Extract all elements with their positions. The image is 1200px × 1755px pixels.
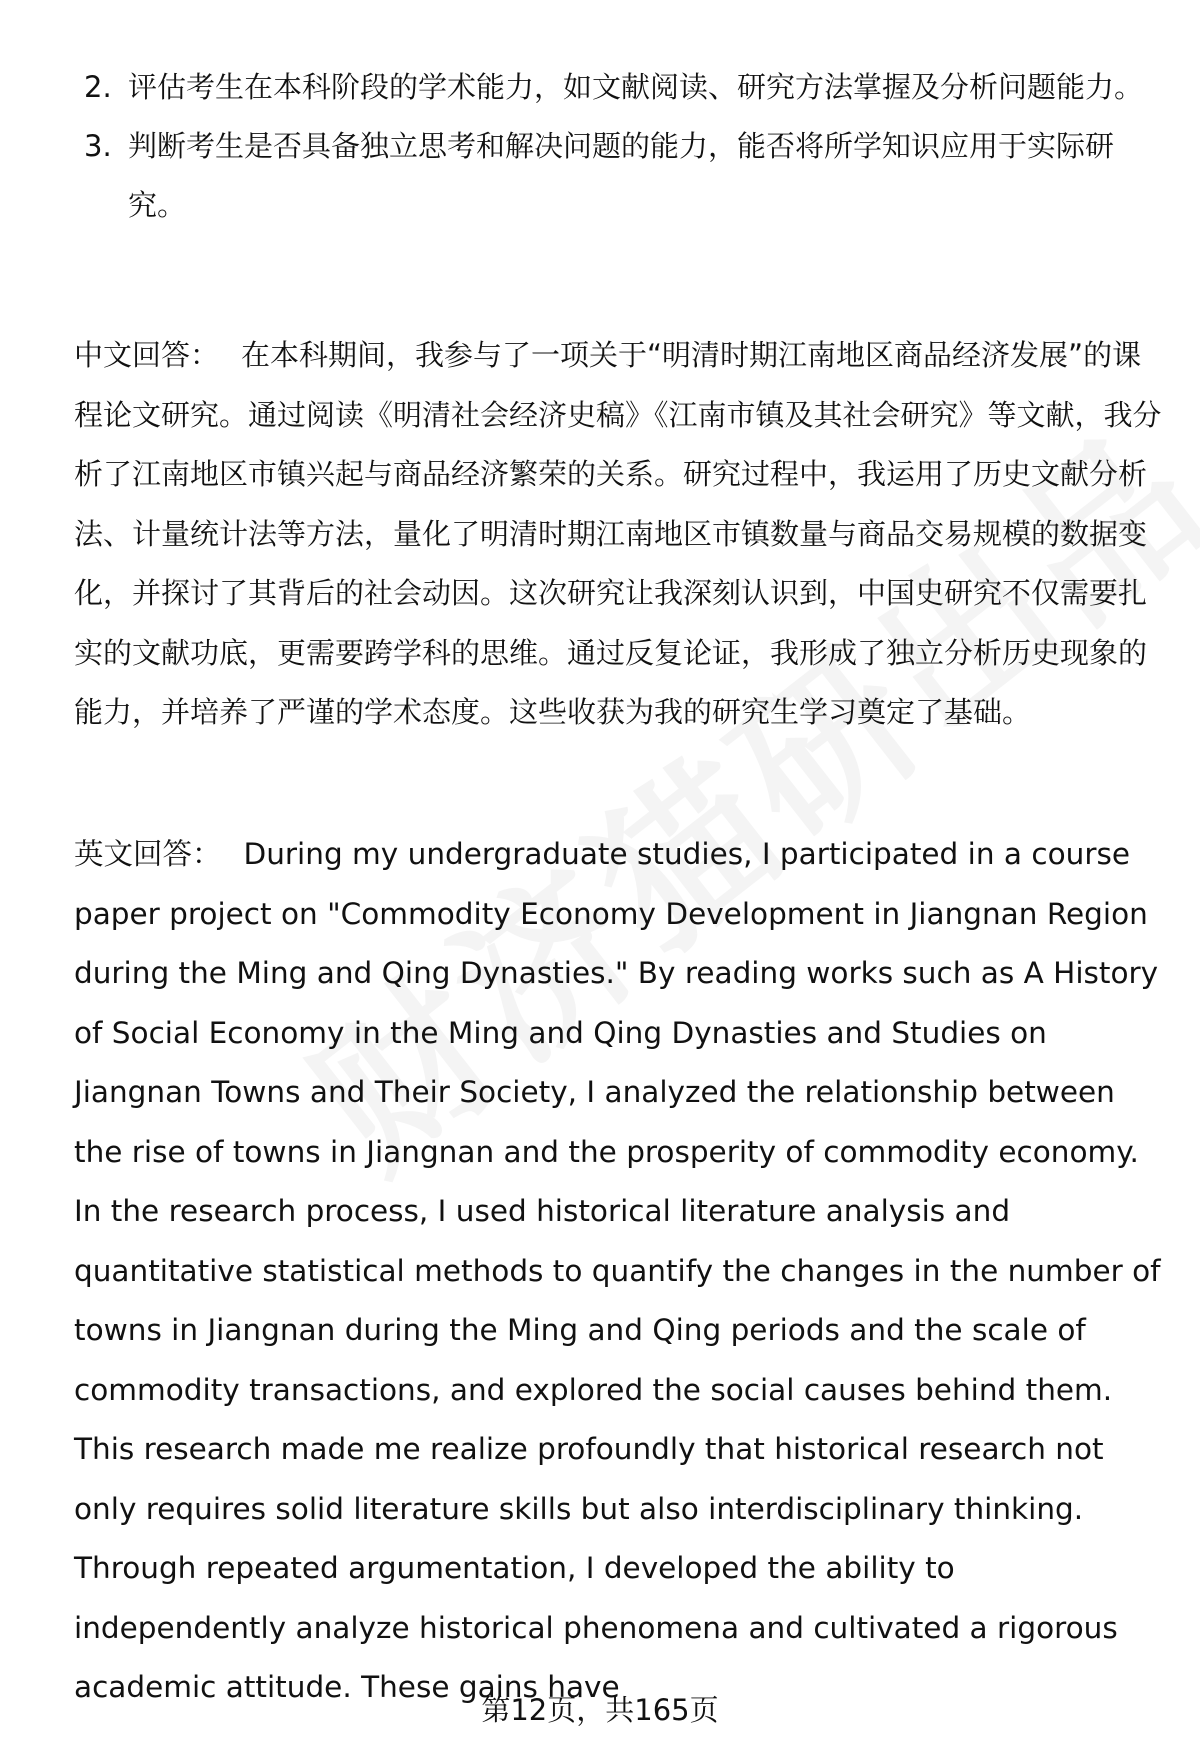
chinese-answer-label: 中文回答： xyxy=(74,338,220,372)
chinese-answer-paragraph xyxy=(74,326,1164,743)
list-item-number: 3. xyxy=(84,129,112,163)
list-item-number: 2. xyxy=(84,70,112,104)
list-item xyxy=(74,58,1154,117)
english-answer-text: During my undergraduate studies, I participated in a course paper project on "Commodity Economy Development in Jiangnan Region during the Ming and Qing Dynasties." By reading works such as A History of Social Economy in the Ming and Qing Dynasties and Studies on Jiangnan Towns and Their Society, I analyzed the relationship between the rise of towns in Jiangnan and the prosperity of commodity economy. In the research process, I used historical literature analysis and quantitative statistical methods to quantify the changes in the number of towns in Jiangnan during the Ming and Qing periods and the scale of commodity transactions, and explored the social causes behind them. This research made me realize profoundly that historical research not only requires solid literature skills but also interdisciplinary thinking. Through repeated argumentation, I developed the ability to independently analyze historical phenomena and cultivated a rigorous academic attitude. These gains have xyxy=(74,837,1161,1704)
page-number: 第12页，共165页 xyxy=(481,1693,719,1727)
chinese-answer-text: 在本科期间，我参与了一项关于“明清时期江南地区商品经济发展”的课程论文研究。通过阅读《明清社会经济史稿》《江南市镇及其社会研究》等文献，我分析了江南地区市镇兴起与商品经济繁荣的关系。研究过程中，我运用了历史文献分析法、计量统计法等方法，量化了明清时期江南地区市镇数量与商品交易规模的数据变化，并探讨了其背后的社会动因。这次研究让我深刻认识到，中国史研究不仅需要扎实的文献功底，更需要跨学科的思维。通过反复论证，我形成了独立分析历史现象的能力，并培养了严谨的学术态度。这些收获为我的研究生学习奠定了基础。 xyxy=(74,338,1162,729)
english-answer-label: 英文回答： xyxy=(74,837,222,871)
criteria-list xyxy=(74,58,1154,235)
english-answer-paragraph xyxy=(74,825,1169,1718)
list-item-text: 判断考生是否具备独立思考和解决问题的能力，能否将所学知识应用于实际研究。 xyxy=(128,129,1115,222)
list-item xyxy=(74,117,1154,235)
list-item-text: 评估考生在本科阶段的学术能力，如文献阅读、研究方法掌握及分析问题能力。 xyxy=(128,70,1144,104)
